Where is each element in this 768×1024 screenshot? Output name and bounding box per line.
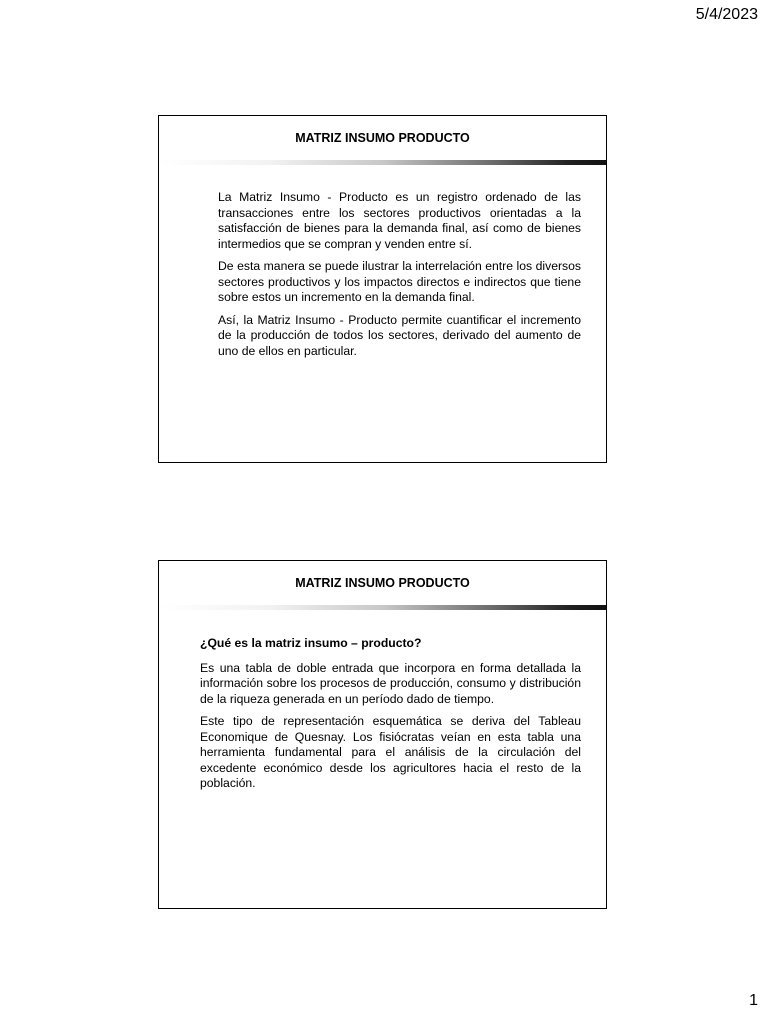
page-number: 1	[749, 992, 758, 1009]
slide-2	[158, 560, 607, 909]
page-date: 5/4/2023	[695, 6, 758, 23]
paragraph: Es una tabla de doble entrada que incorpora en forma detallada la información sobre los procesos de producción, consumo y distribución de la riqueza generada en un período dado de tiempo.	[200, 660, 581, 706]
paragraph: Este tipo de representación esquemática se deriva del Tableau Economique de Quesnay. Los fisiócratas veían en esta tabla una herramienta fundamental para el análisis de la circulación del excedente económico desde los agricultores hacia el resto de la población.	[200, 714, 581, 790]
slide-body	[218, 190, 581, 359]
slide-body	[200, 636, 581, 792]
slide-title: MATRIZ INSUMO PRODUCTO	[295, 131, 470, 145]
slide-1	[158, 115, 607, 463]
title-divider	[159, 605, 606, 610]
slide-title: MATRIZ INSUMO PRODUCTO	[295, 576, 470, 590]
paragraph: La Matriz Insumo - Producto es un registro ordenado de las transacciones entre los sectores productivos orientadas a la satisfacción de bienes para la demanda final, así como de bienes intermedios que se compran y venden entre sí.	[218, 190, 581, 251]
title-divider	[159, 160, 606, 165]
paragraph: Así, la Matriz Insumo - Producto permite cuantificar el incremento de la producción de todos los sectores, derivado del aumento de uno de ellos en particular.	[218, 312, 581, 358]
question-heading: ¿Qué es la matriz insumo – producto?	[200, 636, 422, 650]
paragraph: De esta manera se puede ilustrar la interrelación entre los diversos sectores productivos y los impactos directos e indirectos que tiene sobre estos un incremento en la demanda final.	[218, 259, 581, 304]
